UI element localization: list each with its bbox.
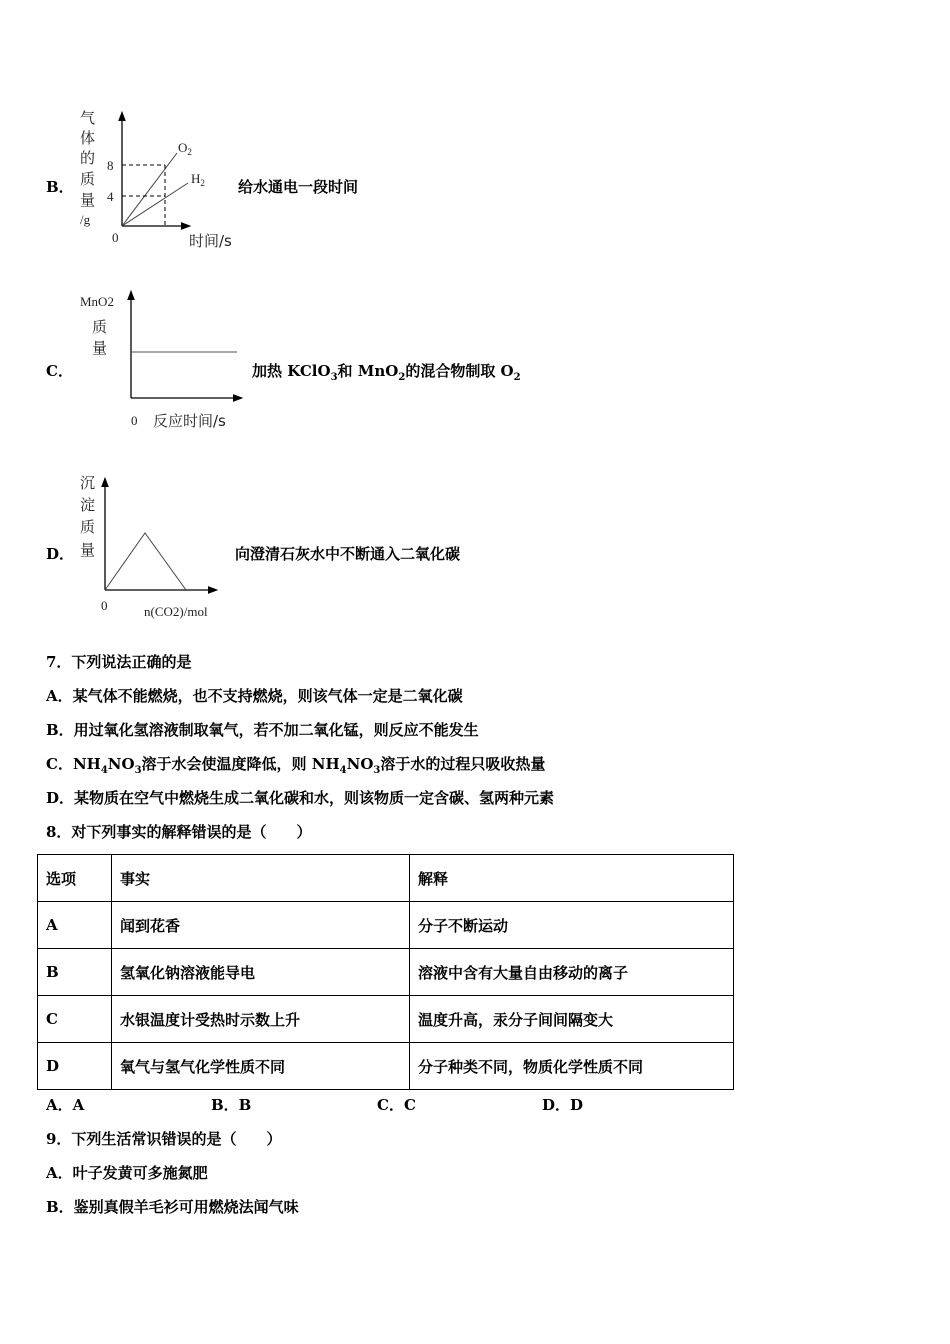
table-header-row xyxy=(38,855,734,902)
table-cell: C xyxy=(38,996,112,1043)
y-axis-char: 质 xyxy=(80,170,96,188)
precipitate-curve xyxy=(105,533,186,590)
graph-b xyxy=(80,109,232,250)
table-row xyxy=(38,1043,734,1090)
option-c-label: C． xyxy=(46,362,73,380)
graph-d xyxy=(80,474,213,619)
table-cell: 水银温度计受热时示数上升 xyxy=(112,996,410,1043)
origin-label: 0 xyxy=(101,598,108,613)
y-axis-char: 沉 xyxy=(80,474,96,492)
y-axis-char: 淀 xyxy=(80,496,96,514)
origin-label: 0 xyxy=(112,230,119,245)
table-cell: A xyxy=(38,902,112,949)
y-axis-char: 量 xyxy=(80,541,96,559)
y-axis-unit: /g xyxy=(80,212,91,227)
option-graphs xyxy=(0,0,950,640)
table-cell: D xyxy=(38,1043,112,1090)
option-d-label: D． xyxy=(46,545,75,563)
table-cell: B xyxy=(38,949,112,996)
table-cell: 分子不断运动 xyxy=(410,902,734,949)
table-row xyxy=(38,996,734,1043)
q9-stem: 9．下列生活常识错误的是（ ） xyxy=(46,1130,282,1148)
x-axis-label: n(CO2)/mol xyxy=(144,604,208,619)
table-cell: 溶液中含有大量自由移动的离子 xyxy=(410,949,734,996)
origin-label: 0 xyxy=(131,413,138,428)
q7-option-d: D．某物质在空气中燃烧生成二氧化碳和水，则该物质一定含碳、氢两种元素 xyxy=(46,789,555,807)
q7-option-c: C．$NH_4NO_3$溶于水会使温度降低，则 $NH_4NO_3$溶于水的过程只吸收热量 xyxy=(46,755,546,776)
q8-stem: 8．对下列事实的解释错误的是（ ） xyxy=(46,823,312,841)
y-axis-label-top: MnO2 xyxy=(80,294,114,309)
table-row xyxy=(38,902,734,949)
table-cell: 选项 xyxy=(38,855,112,902)
graph-c xyxy=(80,294,238,430)
series-label-h2: $H_2$ xyxy=(191,171,205,188)
y-axis-char: 量 xyxy=(80,191,96,209)
table-cell: 温度升高，汞分子间间隔变大 xyxy=(410,996,734,1043)
y-axis-char: 质 xyxy=(92,318,108,336)
y-axis-char: 的 xyxy=(80,149,96,167)
x-axis-label: 时间/s xyxy=(189,232,232,250)
y-axis-char: 气 xyxy=(80,109,96,127)
option-b-desc: 给水通电一段时间 xyxy=(238,178,359,196)
ytick: 8 xyxy=(107,158,114,173)
q8-table xyxy=(37,854,734,1090)
table-cell: 分子种类不同，物质化学性质不同 xyxy=(410,1043,734,1090)
option-b-label: B． xyxy=(46,178,74,196)
series-label-o2: $O_2$ xyxy=(178,140,192,157)
ytick: 4 xyxy=(107,189,114,204)
table-cell: 事实 xyxy=(112,855,410,902)
option-c-desc: 加热 KClO$_3$和 MnO$_2$的混合物制取 $O_2$ xyxy=(252,362,521,383)
q8-option-c: C．C xyxy=(377,1096,416,1114)
y-axis-char: 量 xyxy=(92,339,108,357)
o2-line xyxy=(122,153,177,226)
q8-option-d: D．D xyxy=(542,1096,584,1114)
table-cell: 闻到花香 xyxy=(112,902,410,949)
q7-option-a: A．某气体不能燃烧，也不支持燃烧，则该气体一定是二氧化碳 xyxy=(46,687,463,705)
q9-option-b: B．鉴别真假羊毛衫可用燃烧法闻气味 xyxy=(46,1198,299,1216)
q7-option-b: B．用过氧化氢溶液制取氧气，若不加二氧化锰，则反应不能发生 xyxy=(46,721,479,739)
table-cell: 氢氧化钠溶液能导电 xyxy=(112,949,410,996)
table-row xyxy=(38,949,734,996)
q9-option-a: A．叶子发黄可多施氮肥 xyxy=(46,1164,208,1182)
table-cell: 解释 xyxy=(410,855,734,902)
q7-stem: 7．下列说法正确的是 xyxy=(46,653,192,671)
x-axis-label: 反应时间/s xyxy=(153,412,226,430)
q8-option-a: A．A xyxy=(46,1096,85,1114)
q8-option-b: B．B xyxy=(211,1096,252,1114)
y-axis-char: 质 xyxy=(80,518,96,536)
y-axis-char: 体 xyxy=(80,129,96,147)
option-d-desc: 向澄清石灰水中不断通入二氧化碳 xyxy=(235,545,461,563)
table-cell: 氧气与氢气化学性质不同 xyxy=(112,1043,410,1090)
h2-line xyxy=(122,183,188,226)
